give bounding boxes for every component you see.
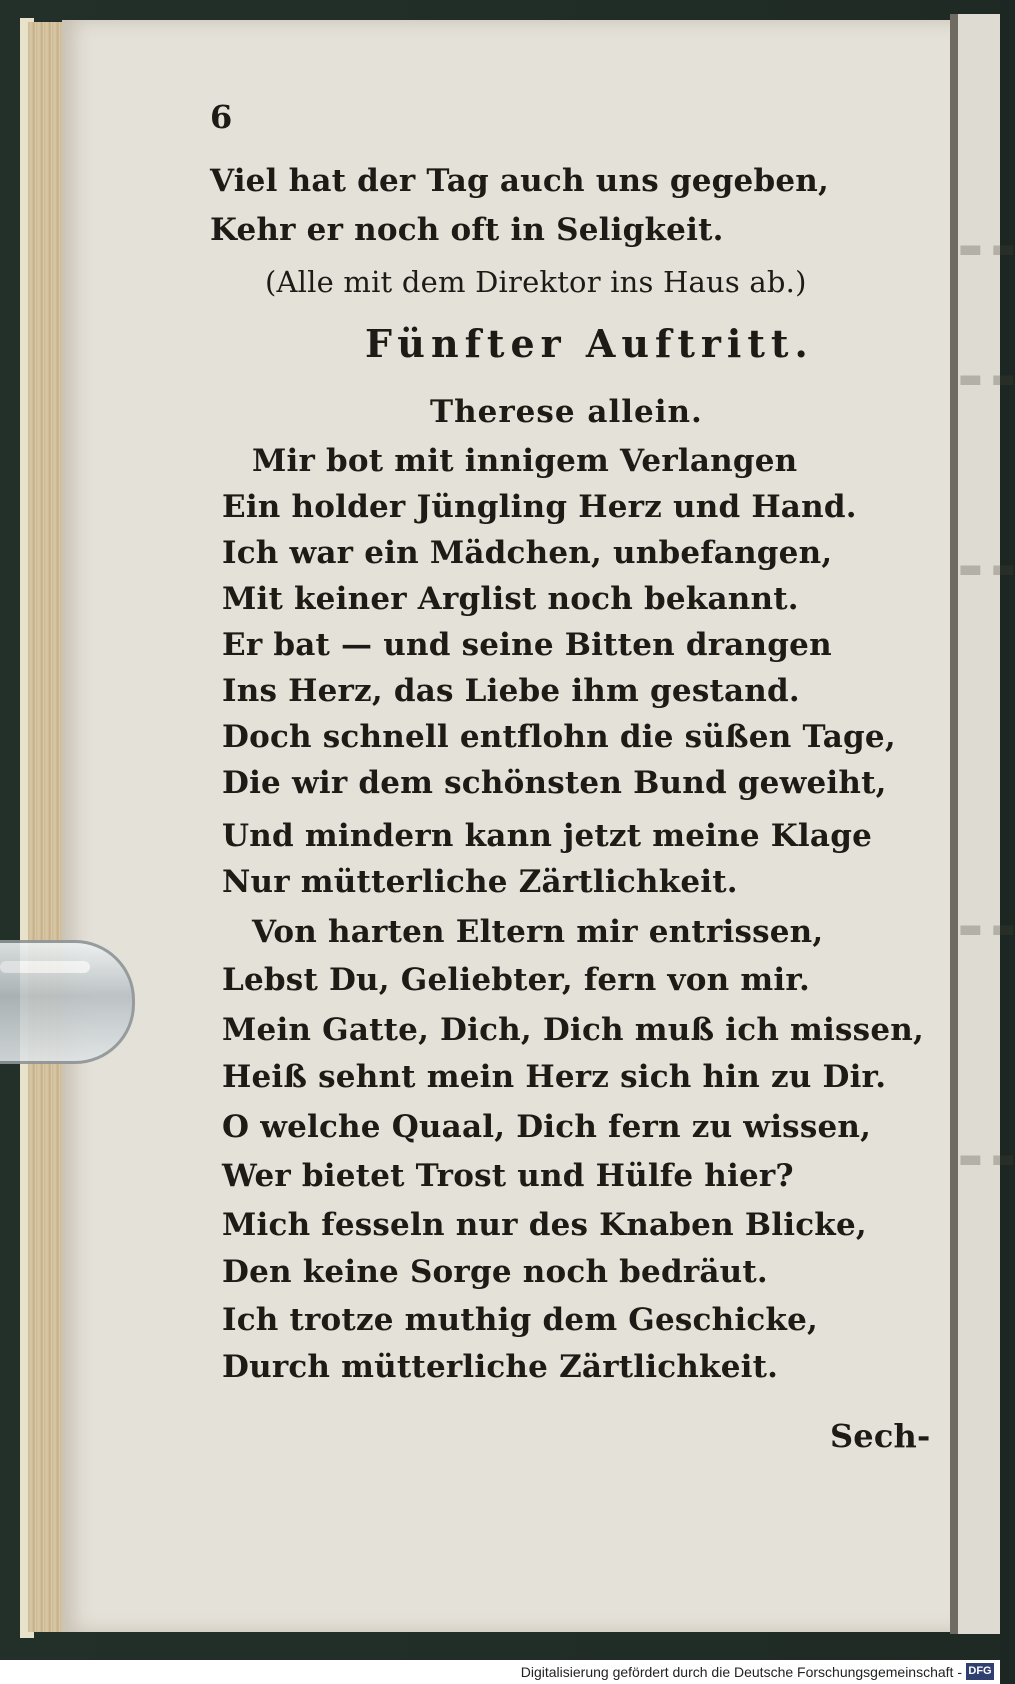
verse-line: Ein holder Jüngling Herz und Hand.: [222, 489, 857, 525]
scene-character: Therese allein.: [430, 394, 703, 430]
catchword: Sech-: [830, 1417, 931, 1455]
verse-line: Wer bietet Trost und Hülfe hier?: [222, 1158, 794, 1194]
verse-line: Von harten Eltern mir entrissen,: [252, 914, 824, 950]
verse-line: Ich war ein Mädchen, unbefangen,: [222, 535, 833, 571]
verse-line: Mein Gatte, Dich, Dich muß ich missen,: [222, 1012, 924, 1048]
dfg-logo: DFG: [966, 1663, 994, 1680]
verse-line: Mit keiner Arglist noch bekannt.: [222, 581, 799, 617]
verse-line: Durch mütterliche Zärtlichkeit.: [222, 1349, 779, 1385]
verse-line: Und mindern kann jetzt meine Klage: [222, 818, 872, 854]
verse-line: Mir bot mit innigem Verlangen: [252, 443, 798, 479]
page-number: 6: [210, 98, 233, 136]
stage-direction: (Alle mit dem Direktor ins Haus ab.): [265, 265, 807, 299]
verse-line: Er bat — und seine Bitten drangen: [222, 627, 832, 663]
verse-line: O welche Quaal, Dich fern zu wissen,: [222, 1109, 872, 1145]
verse-line: Heiß sehnt mein Herz sich hin zu Dir.: [222, 1059, 887, 1095]
adjacent-page-edge: ▬ ▬ ▬ ▬ ▬ ▬ ▬ ▬ ▬ ▬: [958, 14, 1000, 1634]
verse-line: Ins Herz, das Liebe ihm gestand.: [222, 673, 800, 709]
verse-line: Den keine Sorge noch bedräut.: [222, 1254, 768, 1290]
verse-line: Nur mütterliche Zärtlichkeit.: [222, 864, 738, 900]
footer-credit: Digitalisierung gefördert durch die Deutsche Forschungsgemeinschaft -: [520, 1664, 962, 1680]
verse-line: Ich trotze muthig dem Geschicke,: [222, 1302, 819, 1338]
verse-line: Lebst Du, Geliebter, fern von mir.: [222, 962, 811, 998]
digitization-footer: [0, 1660, 1000, 1684]
verse-line: Viel hat der Tag auch uns gegeben,: [210, 163, 829, 199]
verse-line: Doch schnell entflohn die süßen Tage,: [222, 719, 896, 755]
scene-heading: Fünfter Auftritt.: [365, 321, 814, 366]
verse-line: Kehr er noch oft in Seligkeit.: [210, 212, 724, 248]
verse-line: Mich fesseln nur des Knaben Blicke,: [222, 1207, 867, 1243]
verse-line: Die wir dem schönsten Bund geweiht,: [222, 765, 887, 801]
